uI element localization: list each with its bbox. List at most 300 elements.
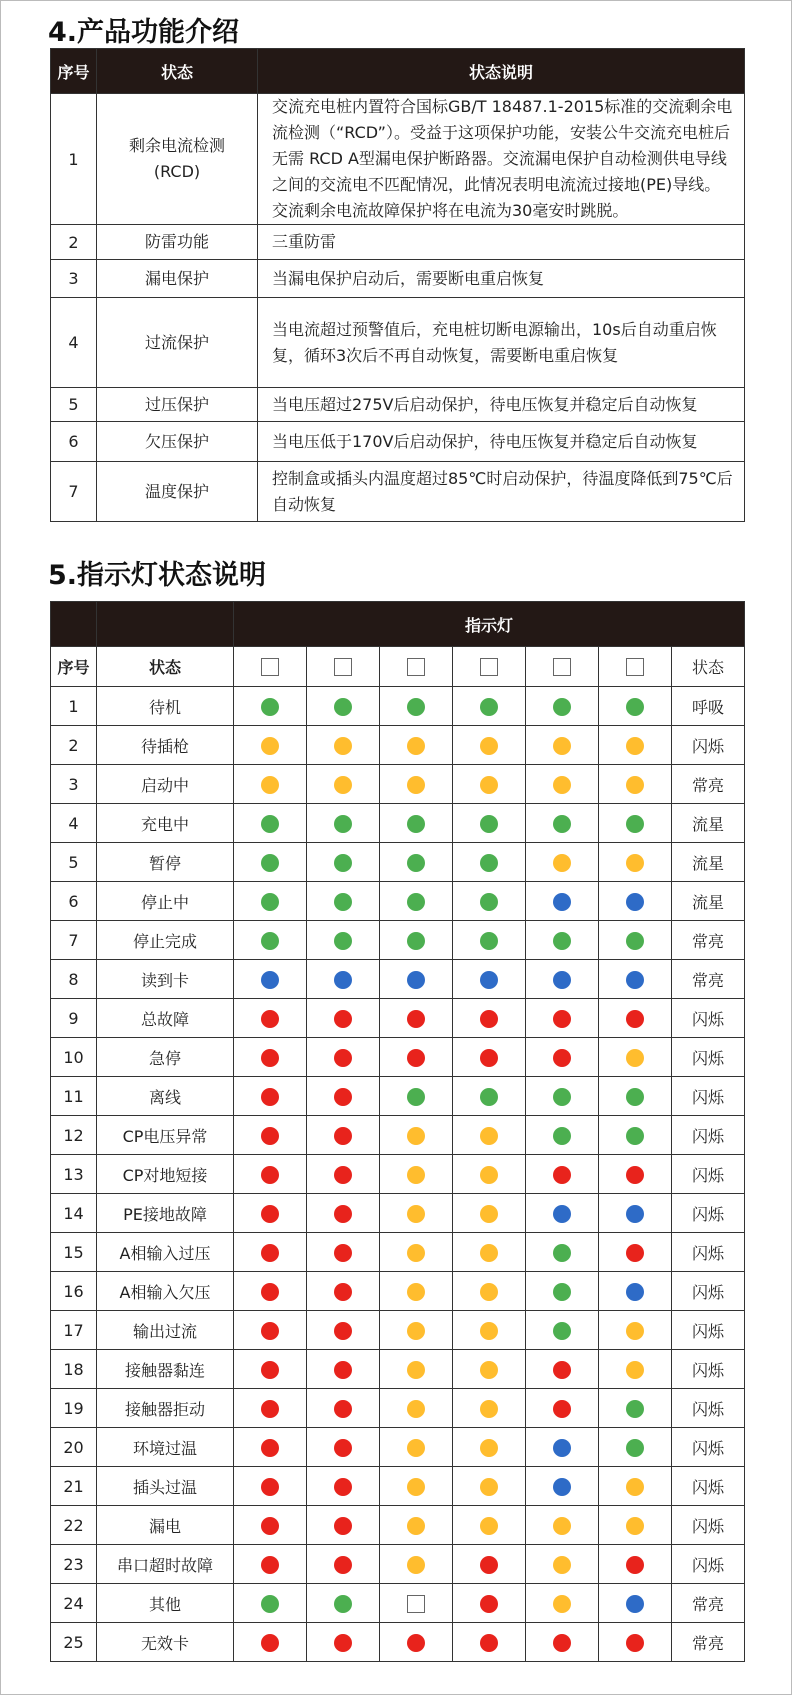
- red-light-icon: [480, 1556, 498, 1574]
- green-light-icon: [261, 1595, 279, 1613]
- light-cell: [599, 1467, 672, 1506]
- green-light-icon: [553, 1283, 571, 1301]
- red-light-icon: [407, 1010, 425, 1028]
- green-light-icon: [407, 815, 425, 833]
- green-light-icon: [626, 815, 644, 833]
- light-mode: 闪烁: [672, 1350, 745, 1389]
- yellow-light-icon: [480, 1322, 498, 1340]
- yellow-light-icon: [553, 776, 571, 794]
- light-cell: [380, 1623, 453, 1662]
- red-light-icon: [334, 1478, 352, 1496]
- light-mode: 闪烁: [672, 1545, 745, 1584]
- light-cell: [599, 1272, 672, 1311]
- green-light-icon: [480, 1088, 498, 1106]
- green-light-icon: [626, 1127, 644, 1145]
- status-name: 环境过温: [97, 1428, 234, 1467]
- light-cell: [234, 921, 307, 960]
- light-cell: [453, 726, 526, 765]
- light-cell: [380, 765, 453, 804]
- light-cell: [234, 1233, 307, 1272]
- light-cell: [526, 882, 599, 921]
- indicator-row: [51, 921, 745, 960]
- status-name: 停止中: [97, 882, 234, 921]
- light-cell: [599, 843, 672, 882]
- light-cell: [453, 1350, 526, 1389]
- red-light-icon: [553, 1010, 571, 1028]
- light-cell: [453, 960, 526, 999]
- blue-light-icon: [626, 1595, 644, 1613]
- blue-light-icon: [553, 1205, 571, 1223]
- row-number: 2: [51, 726, 97, 765]
- red-light-icon: [553, 1361, 571, 1379]
- light-cell: [380, 1194, 453, 1233]
- status-name: 输出过流: [97, 1311, 234, 1350]
- green-light-icon: [334, 698, 352, 716]
- red-light-icon: [261, 1127, 279, 1145]
- light-column-header: [307, 647, 380, 687]
- yellow-light-icon: [407, 1283, 425, 1301]
- light-mode: 闪烁: [672, 1194, 745, 1233]
- red-light-icon: [261, 1010, 279, 1028]
- row-number: 23: [51, 1545, 97, 1584]
- yellow-light-icon: [480, 1478, 498, 1496]
- light-cell: [380, 804, 453, 843]
- row-number: 6: [51, 422, 97, 462]
- status-name: 其他: [97, 1584, 234, 1623]
- light-cell: [234, 1506, 307, 1545]
- status-name: 离线: [97, 1077, 234, 1116]
- light-cell: [453, 921, 526, 960]
- light-cell: [599, 1311, 672, 1350]
- yellow-light-icon: [480, 737, 498, 755]
- green-light-icon: [480, 893, 498, 911]
- indicator-row: [51, 1584, 745, 1623]
- light-cell: [453, 882, 526, 921]
- status-name: CP对地短接: [97, 1155, 234, 1194]
- light-cell: [307, 1116, 380, 1155]
- row-number: 9: [51, 999, 97, 1038]
- light-mode: 闪烁: [672, 1155, 745, 1194]
- light-cell: [234, 1272, 307, 1311]
- light-cell: [526, 1038, 599, 1077]
- light-cell: [234, 882, 307, 921]
- red-light-icon: [334, 1283, 352, 1301]
- yellow-light-icon: [407, 1244, 425, 1262]
- light-cell: [453, 1545, 526, 1584]
- light-cell: [307, 960, 380, 999]
- row-number: 7: [51, 921, 97, 960]
- yellow-light-icon: [626, 1478, 644, 1496]
- light-cell: [453, 1467, 526, 1506]
- row-number: 8: [51, 960, 97, 999]
- light-mode: 流星: [672, 843, 745, 882]
- yellow-light-icon: [407, 1556, 425, 1574]
- green-light-icon: [261, 932, 279, 950]
- yellow-light-icon: [553, 1595, 571, 1613]
- red-light-icon: [261, 1322, 279, 1340]
- row-number: 5: [51, 843, 97, 882]
- row-number: 19: [51, 1389, 97, 1428]
- yellow-light-icon: [407, 1127, 425, 1145]
- row-number: 15: [51, 1233, 97, 1272]
- blue-light-icon: [334, 971, 352, 989]
- red-light-icon: [553, 1049, 571, 1067]
- light-cell: [453, 843, 526, 882]
- red-light-icon: [553, 1166, 571, 1184]
- header-status: 状态: [97, 647, 234, 687]
- yellow-light-icon: [480, 1400, 498, 1418]
- red-light-icon: [626, 1244, 644, 1262]
- light-cell: [307, 843, 380, 882]
- red-light-icon: [261, 1166, 279, 1184]
- light-cell: [526, 1584, 599, 1623]
- indicator-row: [51, 1194, 745, 1233]
- function-description: 控制盒或插头内温度超过85℃时启动保护，待温度降低到75℃后自动恢复: [258, 462, 745, 522]
- red-light-icon: [407, 1634, 425, 1652]
- red-light-icon: [626, 1166, 644, 1184]
- row-number: 25: [51, 1623, 97, 1662]
- function-description: 当电压超过275V后启动保护，待电压恢复并稳定后自动恢复: [258, 388, 745, 422]
- row-number: 3: [51, 260, 97, 298]
- red-light-icon: [334, 1166, 352, 1184]
- light-cell: [599, 1116, 672, 1155]
- indicator-table: [50, 601, 745, 1662]
- blue-light-icon: [480, 971, 498, 989]
- green-light-icon: [553, 1127, 571, 1145]
- light-cell: [526, 1350, 599, 1389]
- yellow-light-icon: [553, 1517, 571, 1535]
- light-cell: [307, 882, 380, 921]
- light-cell: [453, 1233, 526, 1272]
- light-cell: [453, 1116, 526, 1155]
- green-light-icon: [407, 854, 425, 872]
- indicator-row: [51, 882, 745, 921]
- light-cell: [599, 1428, 672, 1467]
- indicator-row: [51, 1428, 745, 1467]
- light-cell: [599, 1545, 672, 1584]
- status-name: 漏电: [97, 1506, 234, 1545]
- checkbox-icon: [261, 658, 279, 676]
- light-mode: 常亮: [672, 765, 745, 804]
- light-mode: 闪烁: [672, 1428, 745, 1467]
- yellow-light-icon: [407, 1322, 425, 1340]
- light-mode: 常亮: [672, 1584, 745, 1623]
- row-number: 3: [51, 765, 97, 804]
- status-name: 接触器拒动: [97, 1389, 234, 1428]
- light-cell: [526, 1194, 599, 1233]
- red-light-icon: [334, 1361, 352, 1379]
- function-row: [51, 94, 745, 225]
- blue-light-icon: [626, 1283, 644, 1301]
- yellow-light-icon: [480, 1127, 498, 1145]
- light-cell: [307, 1155, 380, 1194]
- red-light-icon: [480, 1010, 498, 1028]
- yellow-light-icon: [480, 1244, 498, 1262]
- light-cell: [380, 999, 453, 1038]
- red-light-icon: [261, 1361, 279, 1379]
- red-light-icon: [334, 1634, 352, 1652]
- row-number: 12: [51, 1116, 97, 1155]
- green-light-icon: [334, 932, 352, 950]
- light-cell: [380, 960, 453, 999]
- green-light-icon: [626, 1439, 644, 1457]
- light-cell: [453, 1584, 526, 1623]
- status-name: 启动中: [97, 765, 234, 804]
- red-light-icon: [334, 1088, 352, 1106]
- light-cell: [380, 1428, 453, 1467]
- light-cell: [453, 1389, 526, 1428]
- light-cell: [234, 1467, 307, 1506]
- light-cell: [307, 1311, 380, 1350]
- yellow-light-icon: [480, 1439, 498, 1457]
- light-cell: [234, 1545, 307, 1584]
- light-cell: [453, 1155, 526, 1194]
- checkbox-icon: [334, 658, 352, 676]
- yellow-light-icon: [626, 1049, 644, 1067]
- green-light-icon: [407, 1088, 425, 1106]
- light-cell: [526, 960, 599, 999]
- row-number: 1: [51, 94, 97, 225]
- indicator-row: [51, 1116, 745, 1155]
- light-mode: 闪烁: [672, 1467, 745, 1506]
- indicator-row: [51, 1545, 745, 1584]
- light-mode: 呼吸: [672, 687, 745, 726]
- function-name: 漏电保护: [97, 260, 258, 298]
- header-blank-2: [97, 602, 234, 647]
- row-number: 4: [51, 298, 97, 388]
- green-light-icon: [261, 698, 279, 716]
- light-cell: [526, 765, 599, 804]
- red-light-icon: [261, 1049, 279, 1067]
- row-number: 11: [51, 1077, 97, 1116]
- indicator-row: [51, 1467, 745, 1506]
- light-cell: [234, 726, 307, 765]
- indicator-row: [51, 687, 745, 726]
- light-cell: [380, 1467, 453, 1506]
- light-cell: [380, 1155, 453, 1194]
- light-cell: [380, 1545, 453, 1584]
- light-cell: [526, 1272, 599, 1311]
- light-cell: [234, 687, 307, 726]
- blue-light-icon: [553, 971, 571, 989]
- light-cell: [380, 843, 453, 882]
- light-mode: 闪烁: [672, 1506, 745, 1545]
- blue-light-icon: [626, 893, 644, 911]
- function-row: [51, 462, 745, 522]
- light-mode: 闪烁: [672, 1233, 745, 1272]
- row-number: 6: [51, 882, 97, 921]
- light-cell: [526, 1506, 599, 1545]
- green-light-icon: [334, 815, 352, 833]
- light-cell: [380, 1272, 453, 1311]
- yellow-light-icon: [480, 1361, 498, 1379]
- header-blank-1: [51, 602, 97, 647]
- light-cell: [599, 1155, 672, 1194]
- yellow-light-icon: [407, 1205, 425, 1223]
- status-name: A相输入过压: [97, 1233, 234, 1272]
- red-light-icon: [261, 1205, 279, 1223]
- red-light-icon: [480, 1595, 498, 1613]
- function-name: 过压保护: [97, 388, 258, 422]
- green-light-icon: [626, 1088, 644, 1106]
- light-cell: [453, 1038, 526, 1077]
- light-column-header: [234, 647, 307, 687]
- green-light-icon: [626, 698, 644, 716]
- function-description: 当漏电保护启动后，需要断电重启恢复: [258, 260, 745, 298]
- light-cell: [234, 765, 307, 804]
- section4-title: 4.产品功能介绍: [48, 17, 240, 48]
- function-row: [51, 260, 745, 298]
- indicator-row: [51, 1272, 745, 1311]
- blue-light-icon: [553, 1478, 571, 1496]
- indicator-row: [51, 1077, 745, 1116]
- light-cell: [234, 1155, 307, 1194]
- light-cell: [307, 687, 380, 726]
- light-cell: [526, 843, 599, 882]
- indicator-row: [51, 843, 745, 882]
- light-cell: [599, 1077, 672, 1116]
- light-mode: 常亮: [672, 960, 745, 999]
- blue-light-icon: [626, 1205, 644, 1223]
- light-cell: [307, 1350, 380, 1389]
- red-light-icon: [334, 1049, 352, 1067]
- status-name: PE接地故障: [97, 1194, 234, 1233]
- red-light-icon: [553, 1400, 571, 1418]
- red-light-icon: [334, 1439, 352, 1457]
- light-mode: 闪烁: [672, 1389, 745, 1428]
- status-name: 接触器黏连: [97, 1350, 234, 1389]
- row-number: 2: [51, 225, 97, 260]
- indicator-row: [51, 1155, 745, 1194]
- row-number: 14: [51, 1194, 97, 1233]
- light-cell: [526, 1467, 599, 1506]
- green-light-icon: [261, 893, 279, 911]
- light-cell: [599, 1233, 672, 1272]
- green-light-icon: [553, 1088, 571, 1106]
- red-light-icon: [626, 1556, 644, 1574]
- row-number: 16: [51, 1272, 97, 1311]
- light-cell: [307, 1506, 380, 1545]
- function-description: 三重防雷: [258, 225, 745, 260]
- yellow-light-icon: [626, 854, 644, 872]
- light-cell: [234, 1350, 307, 1389]
- yellow-light-icon: [407, 1400, 425, 1418]
- status-name: 无效卡: [97, 1623, 234, 1662]
- light-cell: [599, 1038, 672, 1077]
- status-name: 充电中: [97, 804, 234, 843]
- function-row: [51, 298, 745, 388]
- yellow-light-icon: [626, 1517, 644, 1535]
- green-light-icon: [480, 932, 498, 950]
- green-light-icon: [553, 1322, 571, 1340]
- red-light-icon: [626, 1010, 644, 1028]
- row-number: 18: [51, 1350, 97, 1389]
- light-cell: [526, 1545, 599, 1584]
- header-no: 序号: [51, 647, 97, 687]
- green-light-icon: [553, 698, 571, 716]
- red-light-icon: [261, 1517, 279, 1535]
- light-mode: 常亮: [672, 921, 745, 960]
- light-cell: [380, 1038, 453, 1077]
- light-cell: [526, 1116, 599, 1155]
- light-cell: [380, 1389, 453, 1428]
- status-name: 读到卡: [97, 960, 234, 999]
- light-cell: [234, 960, 307, 999]
- indicator-row: [51, 1506, 745, 1545]
- light-cell: [526, 1233, 599, 1272]
- light-cell: [307, 1584, 380, 1623]
- red-light-icon: [261, 1439, 279, 1457]
- green-light-icon: [334, 854, 352, 872]
- light-cell: [307, 1194, 380, 1233]
- row-number: 10: [51, 1038, 97, 1077]
- red-light-icon: [261, 1400, 279, 1418]
- function-name: 欠压保护: [97, 422, 258, 462]
- light-cell: [380, 1311, 453, 1350]
- light-cell: [453, 1623, 526, 1662]
- green-light-icon: [261, 854, 279, 872]
- yellow-light-icon: [480, 1166, 498, 1184]
- status-name: 暂停: [97, 843, 234, 882]
- yellow-light-icon: [626, 1322, 644, 1340]
- red-light-icon: [261, 1634, 279, 1652]
- red-light-icon: [334, 1556, 352, 1574]
- row-number: 1: [51, 687, 97, 726]
- light-column-header: [380, 647, 453, 687]
- row-number: 20: [51, 1428, 97, 1467]
- section5-title: 5.指示灯状态说明: [48, 560, 267, 591]
- light-cell: [380, 1584, 453, 1623]
- yellow-light-icon: [407, 1361, 425, 1379]
- function-row: [51, 422, 745, 462]
- function-name: 过流保护: [97, 298, 258, 388]
- green-light-icon: [407, 698, 425, 716]
- yellow-light-icon: [407, 1439, 425, 1457]
- light-cell: [307, 726, 380, 765]
- light-cell: [234, 804, 307, 843]
- light-cell: [307, 1545, 380, 1584]
- light-cell: [526, 1623, 599, 1662]
- green-light-icon: [626, 932, 644, 950]
- indicator-row: [51, 1389, 745, 1428]
- light-cell: [599, 726, 672, 765]
- light-cell: [526, 687, 599, 726]
- row-number: 17: [51, 1311, 97, 1350]
- yellow-light-icon: [626, 737, 644, 755]
- red-light-icon: [480, 1634, 498, 1652]
- light-cell: [380, 687, 453, 726]
- indicator-row: [51, 1623, 745, 1662]
- header-indicator-group: 指示灯: [234, 602, 745, 647]
- row-number: 4: [51, 804, 97, 843]
- header-no: 序号: [51, 49, 97, 94]
- light-cell: [453, 1194, 526, 1233]
- red-light-icon: [261, 1478, 279, 1496]
- header-status: 状态: [97, 49, 258, 94]
- light-cell: [307, 1233, 380, 1272]
- light-cell: [380, 726, 453, 765]
- yellow-light-icon: [407, 737, 425, 755]
- function-row: [51, 225, 745, 260]
- light-cell: [526, 1311, 599, 1350]
- red-light-icon: [626, 1634, 644, 1652]
- light-cell: [453, 804, 526, 843]
- yellow-light-icon: [407, 1478, 425, 1496]
- red-light-icon: [553, 1634, 571, 1652]
- yellow-light-icon: [334, 776, 352, 794]
- light-cell: [307, 921, 380, 960]
- yellow-light-icon: [261, 776, 279, 794]
